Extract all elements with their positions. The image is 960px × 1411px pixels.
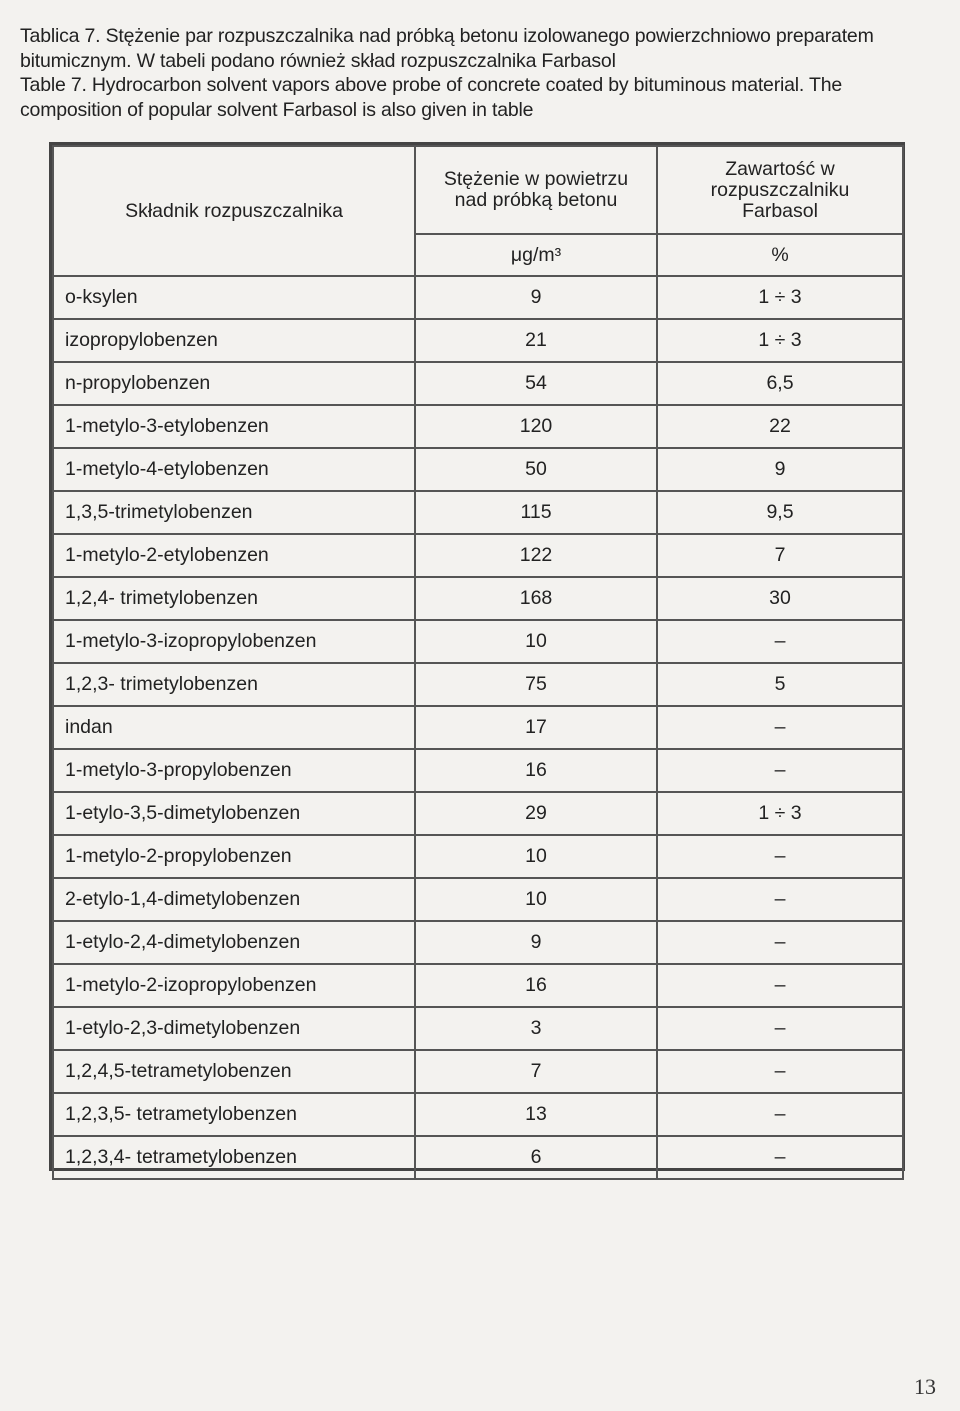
content-cell: 5: [657, 663, 903, 706]
concentration-cell: 75: [415, 663, 657, 706]
table-row: [53, 964, 903, 1007]
concentration-cell: 16: [415, 964, 657, 1007]
concentration-cell: 17: [415, 706, 657, 749]
content-cell: –: [657, 1136, 903, 1179]
table-row: [53, 577, 903, 620]
component-cell: 1,2,4,5-tetrametylobenzen: [53, 1050, 415, 1093]
table-caption: [20, 24, 940, 122]
component-cell: 1,2,3,4- tetrametylobenzen: [53, 1136, 415, 1179]
table-row: [53, 620, 903, 663]
table-row: [53, 1136, 903, 1179]
content-cell: 9: [657, 448, 903, 491]
content-cell: –: [657, 620, 903, 663]
concentration-cell: 10: [415, 878, 657, 921]
concentration-cell: 7: [415, 1050, 657, 1093]
component-cell: 1-metylo-2-propylobenzen: [53, 835, 415, 878]
concentration-cell: 115: [415, 491, 657, 534]
content-cell: –: [657, 749, 903, 792]
concentration-cell: 16: [415, 749, 657, 792]
table-row: [53, 921, 903, 964]
concentration-cell: 21: [415, 319, 657, 362]
table-row: [53, 319, 903, 362]
table-row: [53, 1050, 903, 1093]
caption-english: Table 7. Hydrocarbon solvent vapors above probe of concrete coated by bituminous material. The composition of popular solvent Farbasol is also given in table: [20, 74, 842, 121]
component-cell: 1-etylo-3,5-dimetylobenzen: [53, 792, 415, 835]
header-content: [657, 146, 903, 234]
content-cell: 7: [657, 534, 903, 577]
concentration-cell: 54: [415, 362, 657, 405]
content-cell: –: [657, 1007, 903, 1050]
concentration-cell: 10: [415, 620, 657, 663]
table-row: [53, 792, 903, 835]
concentration-cell: 122: [415, 534, 657, 577]
header-row: [53, 146, 903, 234]
component-cell: izopropylobenzen: [53, 319, 415, 362]
table-row: [53, 276, 903, 319]
concentration-cell: 50: [415, 448, 657, 491]
caption-polish: Tablica 7. Stężenie par rozpuszczalnika nad próbką betonu izolowanego powierzchniowo preparatem bitumicznym. W tabeli podano również skład rozpuszczalnika Farbasol: [20, 25, 874, 72]
content-cell: –: [657, 921, 903, 964]
component-cell: 2-etylo-1,4-dimetylobenzen: [53, 878, 415, 921]
table-row: [53, 534, 903, 577]
content-cell: –: [657, 1050, 903, 1093]
concentration-cell: 13: [415, 1093, 657, 1136]
component-cell: 1,3,5-trimetylobenzen: [53, 491, 415, 534]
component-cell: 1-metylo-3-izopropylobenzen: [53, 620, 415, 663]
content-cell: 1 ÷ 3: [657, 319, 903, 362]
component-cell: 1,2,4- trimetylobenzen: [53, 577, 415, 620]
content-cell: –: [657, 878, 903, 921]
concentration-cell: 9: [415, 276, 657, 319]
component-cell: 1-metylo-4-etylobenzen: [53, 448, 415, 491]
content-cell: 30: [657, 577, 903, 620]
component-cell: n-propylobenzen: [53, 362, 415, 405]
header-concentration: [415, 146, 657, 234]
header-concentration-text: Stężenie w powietrzu nad próbką betonu: [443, 168, 629, 211]
table-row: [53, 491, 903, 534]
component-cell: 1,2,3,5- tetrametylobenzen: [53, 1093, 415, 1136]
table-row: [53, 448, 903, 491]
table-row: [53, 1093, 903, 1136]
unit-concentration: μg/m³: [415, 234, 657, 276]
content-cell: –: [657, 706, 903, 749]
concentration-cell: 120: [415, 405, 657, 448]
concentration-cell: 9: [415, 921, 657, 964]
solvent-table: [52, 145, 904, 1180]
component-cell: 1,2,3- trimetylobenzen: [53, 663, 415, 706]
header-component: Składnik rozpuszczalnika: [53, 146, 415, 276]
component-cell: 1-metylo-2-etylobenzen: [53, 534, 415, 577]
component-cell: 1-metylo-3-propylobenzen: [53, 749, 415, 792]
content-cell: –: [657, 964, 903, 1007]
header-content-text: Zawartość w rozpuszczalniku Farbasol: [710, 157, 850, 222]
content-cell: 22: [657, 405, 903, 448]
component-cell: 1-etylo-2,4-dimetylobenzen: [53, 921, 415, 964]
component-cell: 1-etylo-2,3-dimetylobenzen: [53, 1007, 415, 1050]
concentration-cell: 10: [415, 835, 657, 878]
component-cell: 1-metylo-2-izopropylobenzen: [53, 964, 415, 1007]
table-row: [53, 1007, 903, 1050]
content-cell: 6,5: [657, 362, 903, 405]
concentration-cell: 29: [415, 792, 657, 835]
table-row: [53, 749, 903, 792]
data-table-frame: [49, 142, 905, 1171]
content-cell: 9,5: [657, 491, 903, 534]
table-row: [53, 405, 903, 448]
table-row: [53, 878, 903, 921]
content-cell: –: [657, 835, 903, 878]
table-body: [53, 276, 903, 1179]
table-row: [53, 362, 903, 405]
content-cell: 1 ÷ 3: [657, 276, 903, 319]
component-cell: o-ksylen: [53, 276, 415, 319]
concentration-cell: 3: [415, 1007, 657, 1050]
component-cell: 1-metylo-3-etylobenzen: [53, 405, 415, 448]
concentration-cell: 6: [415, 1136, 657, 1179]
content-cell: –: [657, 1093, 903, 1136]
concentration-cell: 168: [415, 577, 657, 620]
page-number: 13: [914, 1374, 936, 1399]
table-row: [53, 663, 903, 706]
table-row: [53, 706, 903, 749]
component-cell: indan: [53, 706, 415, 749]
content-cell: 1 ÷ 3: [657, 792, 903, 835]
table-row: [53, 835, 903, 878]
unit-content: %: [657, 234, 903, 276]
